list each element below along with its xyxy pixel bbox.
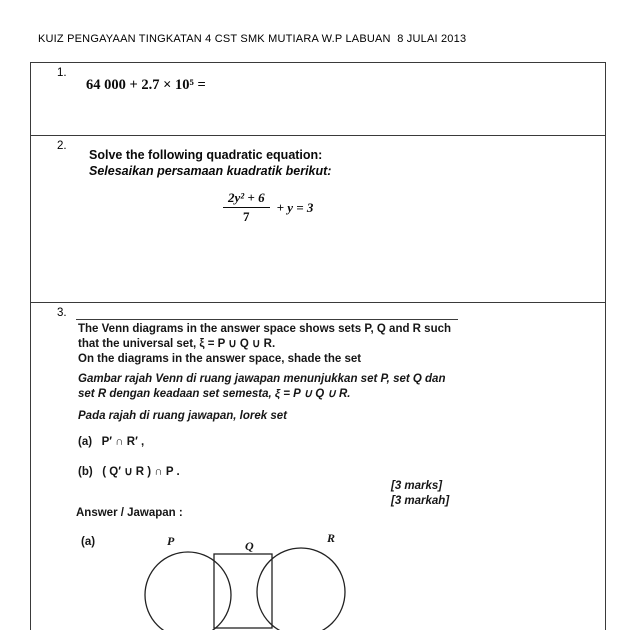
marks-block: [391, 479, 449, 508]
venn-circle-p: [145, 552, 231, 630]
venn-label-p: P: [167, 534, 175, 548]
question-2-prompt-ms: Selesaikan persamaan kuadratik berikut:: [89, 164, 332, 178]
fraction-denominator: 7: [243, 209, 250, 224]
equation-rest: + y = 3: [276, 199, 314, 215]
question-3-text-ms: [78, 372, 445, 402]
scan-artifact-line: [76, 319, 458, 320]
venn-circle-r: [257, 548, 345, 630]
venn-label-q: Q: [245, 539, 254, 553]
marks-ms: [3 markah]: [391, 494, 450, 507]
answer-label: Answer / Jawapan :: [76, 507, 183, 519]
fraction-numerator: 2y² + 6: [223, 190, 270, 208]
text-line: The Venn diagrams in the answer space shows sets P, Q and R such: [78, 323, 452, 335]
question-3-item-a: (a) P′ ∩ R′ ,: [78, 436, 145, 448]
question-2-row: [31, 135, 605, 302]
question-2-equation: [223, 190, 313, 225]
question-3-instruction: Pada rajah di ruang jawapan, lorek set: [78, 410, 287, 422]
question-1-expression: 64 000 + 2.7 × 10⁵ =: [86, 77, 206, 93]
answer-part-a-label: (a): [81, 536, 96, 548]
venn-diagram: [131, 529, 391, 630]
question-3-row: [31, 302, 605, 630]
question-2-prompt-en: Solve the following quadratic equation:: [89, 148, 323, 162]
quiz-table: [30, 62, 606, 630]
text-line: set R dengan keadaan set semesta, ξ = P ∪ Q ∪ R.: [78, 388, 351, 400]
question-1-number: 1.: [57, 67, 67, 79]
fraction: [223, 190, 270, 225]
venn-rect-q: [214, 554, 272, 628]
question-3-number: 3.: [57, 307, 67, 319]
question-3-item-b: (b) ( Q′ ∪ R ) ∩ P .: [78, 466, 180, 478]
venn-label-r: R: [327, 531, 336, 545]
page-title: KUIZ PENGAYAAN TINGKATAN 4 CST SMK MUTIARA W.P LABUAN 8 JULAI 2013: [38, 33, 467, 45]
question-3-text-en: [78, 322, 451, 367]
marks-en: [3 marks]: [391, 480, 443, 492]
text-line: On the diagrams in the answer space, shade the set: [78, 353, 362, 365]
text-line: Gambar rajah Venn di ruang jawapan menunjukkan set P, set Q dan: [78, 373, 446, 385]
question-1-row: [31, 63, 605, 135]
text-line: that the universal set, ξ = P ∪ Q ∪ R.: [78, 338, 276, 350]
question-2-number: 2.: [57, 140, 67, 152]
